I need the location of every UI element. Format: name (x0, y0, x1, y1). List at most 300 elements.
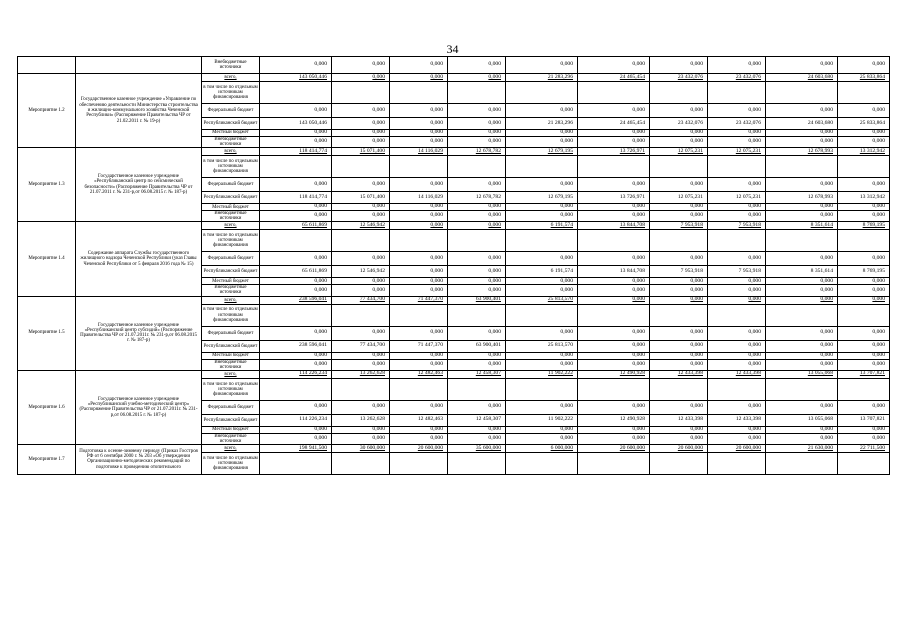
value-cell: 0,000 (390, 252, 448, 266)
category-label: всего, (202, 148, 260, 156)
value-cell: 0,000 (766, 278, 838, 285)
value-cell: 15 071,400 (332, 148, 390, 156)
value-cell: 0,000 (708, 278, 766, 285)
value-cell: 0,000 (506, 211, 578, 222)
table-row (18, 148, 890, 156)
value-cell: 0,000 (838, 359, 890, 370)
table-row (18, 444, 890, 452)
empty-cell (708, 452, 766, 474)
value-cell: 0,000 (838, 296, 890, 304)
category-label: Федеральный бюджет (202, 104, 260, 118)
value-cell: 0,000 (766, 211, 838, 222)
value-cell: 13 844,708 (578, 266, 650, 278)
value-cell: 0,000 (578, 278, 650, 285)
value-cell: 0,000 (578, 352, 650, 359)
value-cell: 0,000 (448, 222, 506, 230)
category-label: Федеральный бюджет (202, 178, 260, 192)
empty-cell (18, 57, 76, 74)
value-cell: 0,000 (260, 285, 332, 296)
category-label: Республиканский бюджет (202, 118, 260, 130)
category-label: Местный бюджет (202, 278, 260, 285)
value-cell: 0,000 (838, 137, 890, 148)
empty-cell (838, 82, 890, 104)
value-cell: 0,000 (650, 326, 708, 340)
value-cell: 0,000 (448, 266, 506, 278)
value-cell: 0,000 (390, 204, 448, 211)
value-cell: 0,000 (838, 178, 890, 192)
category-label: всего, (202, 296, 260, 304)
value-cell: 0,000 (390, 400, 448, 414)
value-cell: 0,000 (578, 400, 650, 414)
value-cell: 0,000 (332, 104, 390, 118)
value-cell: 0,000 (650, 426, 708, 433)
value-cell: 71 447,370 (390, 296, 448, 304)
measure-label: Мероприятие 1.6 (18, 370, 76, 444)
value-cell: 0,000 (390, 130, 448, 137)
value-cell: 20 600,000 (578, 444, 650, 452)
value-cell: 0,000 (708, 359, 766, 370)
category-label: Республиканский бюджет (202, 266, 260, 278)
value-cell: 0,000 (448, 211, 506, 222)
value-cell: 118 414,774 (260, 192, 332, 204)
value-cell: 0,000 (390, 326, 448, 340)
value-cell: 0,000 (260, 178, 332, 192)
measure-name: Государственное казенное учреждение «Республиканский центр субсидий» (Распоряжение Правительства ЧР от 21.07.2011г. № 231-р,от 06.08.2015 г. № 187-р) (76, 296, 202, 370)
value-cell: 63 900,401 (448, 340, 506, 352)
value-cell: 12 433,398 (650, 370, 708, 378)
value-cell: 6 000,000 (506, 444, 578, 452)
value-cell: 7 953,918 (708, 222, 766, 230)
value-cell: 13 262,628 (332, 370, 390, 378)
value-cell: 0,000 (838, 104, 890, 118)
empty-cell (76, 57, 202, 74)
value-cell: 0,000 (260, 326, 332, 340)
empty-cell (506, 230, 578, 252)
value-cell: 0,000 (332, 352, 390, 359)
value-cell: 0,000 (708, 285, 766, 296)
value-cell: 20 600,000 (708, 444, 766, 452)
value-cell: 13 726,971 (578, 192, 650, 204)
value-cell: 0,000 (448, 178, 506, 192)
value-cell: 0,000 (448, 74, 506, 82)
value-cell: 23 432,076 (708, 74, 766, 82)
empty-cell (260, 452, 332, 474)
value-cell: 12 482,463 (390, 370, 448, 378)
value-cell: 0,000 (332, 57, 390, 74)
value-cell: 13 707,821 (838, 370, 890, 378)
page-number: 34 (446, 42, 459, 56)
empty-cell (506, 82, 578, 104)
value-cell: 0,000 (578, 285, 650, 296)
table-row (18, 222, 890, 230)
value-cell: 25 833,864 (838, 118, 890, 130)
value-cell: 0,000 (448, 433, 506, 444)
category-label: всего, (202, 370, 260, 378)
value-cell: 0,000 (260, 137, 332, 148)
value-cell: 0,000 (390, 211, 448, 222)
empty-cell (448, 82, 506, 104)
value-cell: 0,000 (578, 359, 650, 370)
empty-cell (260, 156, 332, 178)
value-cell: 23 432,076 (650, 74, 708, 82)
value-cell: 0,000 (332, 118, 390, 130)
empty-cell (332, 230, 390, 252)
value-cell: 0,000 (448, 137, 506, 148)
empty-cell (838, 156, 890, 178)
value-cell: 0,000 (332, 400, 390, 414)
empty-cell (766, 452, 838, 474)
value-cell: 0,000 (650, 278, 708, 285)
empty-cell (390, 452, 448, 474)
value-cell: 118 414,774 (260, 148, 332, 156)
value-cell: 7 953,918 (650, 222, 708, 230)
value-cell: 0,000 (766, 296, 838, 304)
value-cell: 0,000 (650, 137, 708, 148)
value-cell: 0,000 (766, 352, 838, 359)
empty-cell (708, 378, 766, 400)
value-cell: 238 596,041 (260, 296, 332, 304)
measure-name: Государственное казенное учреждение «Республиканский учебно-методический центр» (Распоряжение Правительства ЧР от 21.07.2011г. № 231-р,от 06.08.2015 г. № 187-р) (76, 370, 202, 444)
value-cell: 77 434,700 (332, 340, 390, 352)
empty-cell (332, 304, 390, 326)
value-cell: 24 603,680 (766, 118, 838, 130)
empty-cell (650, 452, 708, 474)
empty-cell (332, 452, 390, 474)
value-cell: 0,000 (332, 278, 390, 285)
value-cell: 0,000 (390, 104, 448, 118)
value-cell: 21 283,296 (506, 74, 578, 82)
value-cell: 0,000 (766, 104, 838, 118)
value-cell: 0,000 (448, 326, 506, 340)
empty-cell (766, 378, 838, 400)
value-cell: 0,000 (332, 204, 390, 211)
value-cell: 0,000 (838, 285, 890, 296)
empty-cell (650, 304, 708, 326)
value-cell: 0,000 (390, 278, 448, 285)
value-cell: 65 611,869 (260, 222, 332, 230)
empty-cell (838, 452, 890, 474)
value-cell: 0,000 (650, 252, 708, 266)
value-cell: 0,000 (448, 57, 506, 74)
value-cell: 65 611,869 (260, 266, 332, 278)
value-cell: 0,000 (390, 433, 448, 444)
empty-cell (260, 378, 332, 400)
value-cell: 0,000 (506, 178, 578, 192)
value-cell: 13 055,068 (766, 370, 838, 378)
empty-cell (448, 378, 506, 400)
empty-cell (578, 452, 650, 474)
value-cell: 143 050,446 (260, 74, 332, 82)
value-cell: 0,000 (650, 285, 708, 296)
category-label: в том числе по отдельным источникам финансирования (202, 304, 260, 326)
measure-name: Государственное казенное учреждение «Республиканский центр по сейсмической безопасности» (Распоряжение Правительства ЧР от 21.07.2011 г. № 231-р,от 06.08.2015 г. № 187-р) (76, 148, 202, 222)
value-cell: 15 071,400 (332, 192, 390, 204)
value-cell: 0,000 (838, 340, 890, 352)
value-cell: 0,000 (650, 352, 708, 359)
empty-cell (390, 156, 448, 178)
category-label: Республиканский бюджет (202, 340, 260, 352)
category-label: Федеральный бюджет (202, 326, 260, 340)
value-cell: 0,000 (506, 130, 578, 137)
value-cell: 12 546,942 (332, 222, 390, 230)
empty-cell (708, 82, 766, 104)
value-cell: 0,000 (766, 57, 838, 74)
empty-cell (390, 304, 448, 326)
value-cell: 12 075,231 (650, 148, 708, 156)
value-cell: 0,000 (260, 57, 332, 74)
value-cell: 0,000 (708, 400, 766, 414)
value-cell: 12 678,782 (448, 192, 506, 204)
value-cell: 0,000 (390, 137, 448, 148)
value-cell: 0,000 (766, 426, 838, 433)
value-cell: 11 902,222 (506, 414, 578, 426)
category-label: Местный бюджет (202, 130, 260, 137)
value-cell: 8 769,195 (838, 222, 890, 230)
value-cell: 0,000 (708, 104, 766, 118)
empty-cell (448, 452, 506, 474)
value-cell: 0,000 (578, 130, 650, 137)
value-cell: 0,000 (448, 130, 506, 137)
value-cell: 22 711,500 (838, 444, 890, 452)
value-cell: 0,000 (332, 252, 390, 266)
value-cell: 0,000 (766, 137, 838, 148)
value-cell: 0,000 (708, 137, 766, 148)
category-label: Федеральный бюджет (202, 400, 260, 414)
measure-label: Мероприятие 1.3 (18, 148, 76, 222)
value-cell: 198 941,500 (260, 444, 332, 452)
empty-cell (578, 82, 650, 104)
value-cell: 0,000 (838, 426, 890, 433)
value-cell: 7 953,918 (650, 266, 708, 278)
empty-cell (390, 378, 448, 400)
value-cell: 0,000 (260, 130, 332, 137)
empty-cell (506, 452, 578, 474)
category-label: Местный бюджет (202, 352, 260, 359)
value-cell: 0,000 (708, 433, 766, 444)
value-cell: 0,000 (390, 222, 448, 230)
value-cell: 35 600,000 (448, 444, 506, 452)
empty-cell (838, 304, 890, 326)
value-cell: 0,000 (332, 74, 390, 82)
value-cell: 0,000 (578, 178, 650, 192)
empty-cell (650, 82, 708, 104)
value-cell: 0,000 (708, 426, 766, 433)
value-cell: 77 434,700 (332, 296, 390, 304)
value-cell: 0,000 (838, 400, 890, 414)
value-cell: 21 283,296 (506, 118, 578, 130)
value-cell: 0,000 (766, 252, 838, 266)
empty-cell (332, 82, 390, 104)
value-cell: 0,000 (766, 400, 838, 414)
value-cell: 0,000 (448, 359, 506, 370)
value-cell: 0,000 (650, 340, 708, 352)
value-cell: 0,000 (260, 104, 332, 118)
empty-cell (578, 378, 650, 400)
category-label: всего, (202, 222, 260, 230)
category-label: в том числе по отдельным источникам финансирования (202, 156, 260, 178)
value-cell: 0,000 (448, 285, 506, 296)
value-cell: 12 678,993 (766, 192, 838, 204)
value-cell: 0,000 (390, 285, 448, 296)
category-label: всего, (202, 74, 260, 82)
value-cell: 0,000 (578, 296, 650, 304)
value-cell: 30 600,000 (332, 444, 390, 452)
value-cell: 23 432,076 (708, 118, 766, 130)
value-cell: 12 458,307 (448, 370, 506, 378)
value-cell: 0,000 (390, 352, 448, 359)
category-label: Внебюджетные источники (202, 433, 260, 444)
value-cell: 0,000 (650, 130, 708, 137)
value-cell: 8 769,195 (838, 266, 890, 278)
category-label: Федеральный бюджет (202, 252, 260, 266)
value-cell: 0,000 (448, 204, 506, 211)
value-cell: 0,000 (578, 104, 650, 118)
category-label: Внебюджетные источники (202, 137, 260, 148)
value-cell: 8 351,614 (766, 222, 838, 230)
value-cell: 25 833,864 (838, 74, 890, 82)
value-cell: 0,000 (332, 285, 390, 296)
empty-cell (766, 230, 838, 252)
value-cell: 0,000 (506, 137, 578, 148)
value-cell: 0,000 (260, 426, 332, 433)
value-cell: 0,000 (766, 204, 838, 211)
value-cell: 0,000 (506, 352, 578, 359)
value-cell: 0,000 (708, 178, 766, 192)
value-cell: 12 679,195 (506, 192, 578, 204)
empty-cell (448, 230, 506, 252)
category-label: всего, (202, 444, 260, 452)
value-cell: 13 844,708 (578, 222, 650, 230)
value-cell: 0,000 (650, 178, 708, 192)
value-cell: 0,000 (506, 278, 578, 285)
empty-cell (766, 304, 838, 326)
value-cell: 0,000 (332, 359, 390, 370)
value-cell: 14 116,029 (390, 192, 448, 204)
category-label: Местный бюджет (202, 426, 260, 433)
empty-cell (332, 378, 390, 400)
value-cell: 0,000 (708, 130, 766, 137)
value-cell: 12 546,942 (332, 266, 390, 278)
value-cell: 13 312,942 (838, 148, 890, 156)
value-cell: 0,000 (650, 104, 708, 118)
measure-name: Государственное казенное учреждение «Управление по обеспечению деятельности Министерства строительства и жилищно-коммунального хозяйства Чеченской Республики» (Распоряжение Правительства ЧР от 21.02.2011 г. № 19-р) (76, 74, 202, 148)
value-cell: 0,000 (448, 118, 506, 130)
value-cell: 0,000 (260, 359, 332, 370)
value-cell: 25 813,570 (506, 340, 578, 352)
value-cell: 0,000 (390, 426, 448, 433)
measure-label: Мероприятие 1.7 (18, 444, 76, 474)
empty-cell (332, 156, 390, 178)
value-cell: 0,000 (650, 359, 708, 370)
value-cell: 0,000 (390, 57, 448, 74)
value-cell: 0,000 (448, 278, 506, 285)
value-cell: 0,000 (448, 400, 506, 414)
value-cell: 63 900,401 (448, 296, 506, 304)
value-cell: 0,000 (708, 204, 766, 211)
value-cell: 0,000 (260, 211, 332, 222)
value-cell: 0,000 (838, 352, 890, 359)
value-cell: 0,000 (332, 326, 390, 340)
category-label: в том числе по отдельным источникам финансирования (202, 378, 260, 400)
empty-cell (650, 230, 708, 252)
category-label: в том числе по отдельным источникам финансирования (202, 82, 260, 104)
value-cell: 0,000 (390, 359, 448, 370)
value-cell: 0,000 (838, 252, 890, 266)
value-cell: 0,000 (578, 433, 650, 444)
measure-label: Мероприятие 1.2 (18, 74, 76, 148)
value-cell: 0,000 (708, 352, 766, 359)
value-cell: 12 433,398 (708, 414, 766, 426)
value-cell: 0,000 (448, 252, 506, 266)
measure-label: Мероприятие 1.5 (18, 296, 76, 370)
value-cell: 0,000 (390, 118, 448, 130)
value-cell: 0,000 (650, 211, 708, 222)
value-cell: 13 055,068 (766, 414, 838, 426)
value-cell: 12 679,195 (506, 148, 578, 156)
value-cell: 0,000 (708, 252, 766, 266)
value-cell: 114 226,234 (260, 370, 332, 378)
value-cell: 0,000 (650, 400, 708, 414)
value-cell: 0,000 (506, 426, 578, 433)
value-cell: 6 191,574 (506, 266, 578, 278)
value-cell: 0,000 (708, 296, 766, 304)
category-label: Внебюджетные источники (202, 57, 260, 74)
value-cell: 0,000 (506, 359, 578, 370)
value-cell: 24 603,680 (766, 74, 838, 82)
empty-cell (838, 378, 890, 400)
value-cell: 0,000 (578, 252, 650, 266)
measure-label: Мероприятие 1.4 (18, 222, 76, 296)
value-cell: 12 458,307 (448, 414, 506, 426)
value-cell: 6 191,574 (506, 222, 578, 230)
empty-cell (578, 156, 650, 178)
empty-cell (390, 82, 448, 104)
value-cell: 7 953,918 (708, 266, 766, 278)
value-cell: 12 075,231 (708, 192, 766, 204)
value-cell: 0,000 (390, 178, 448, 192)
value-cell: 0,000 (708, 211, 766, 222)
value-cell: 12 678,993 (766, 148, 838, 156)
value-cell: 0,000 (506, 326, 578, 340)
category-label: Внебюджетные источники (202, 211, 260, 222)
value-cell: 0,000 (390, 74, 448, 82)
measure-name: Содержание аппарата Службы государственного жилищного надзора Чеченской Республики (указ Главы Чеченской Республики от 5 февраля 2016 года № 15) (76, 222, 202, 296)
empty-cell (766, 156, 838, 178)
value-cell: 0,000 (578, 326, 650, 340)
value-cell: 0,000 (838, 211, 890, 222)
value-cell: 0,000 (578, 426, 650, 433)
value-cell: 0,000 (448, 104, 506, 118)
value-cell: 0,000 (578, 57, 650, 74)
table-row (18, 74, 890, 82)
value-cell: 0,000 (506, 252, 578, 266)
value-cell: 0,000 (650, 433, 708, 444)
empty-cell (260, 304, 332, 326)
category-label: Внебюджетные источники (202, 285, 260, 296)
empty-cell (390, 230, 448, 252)
value-cell: 0,000 (708, 340, 766, 352)
value-cell: 12 433,398 (650, 414, 708, 426)
value-cell: 13 707,821 (838, 414, 890, 426)
value-cell: 12 075,231 (708, 148, 766, 156)
value-cell: 0,000 (506, 104, 578, 118)
empty-cell (766, 82, 838, 104)
value-cell: 24 465,454 (578, 74, 650, 82)
value-cell: 12 490,928 (578, 414, 650, 426)
value-cell: 0,000 (838, 204, 890, 211)
value-cell: 0,000 (838, 130, 890, 137)
value-cell: 0,000 (332, 137, 390, 148)
